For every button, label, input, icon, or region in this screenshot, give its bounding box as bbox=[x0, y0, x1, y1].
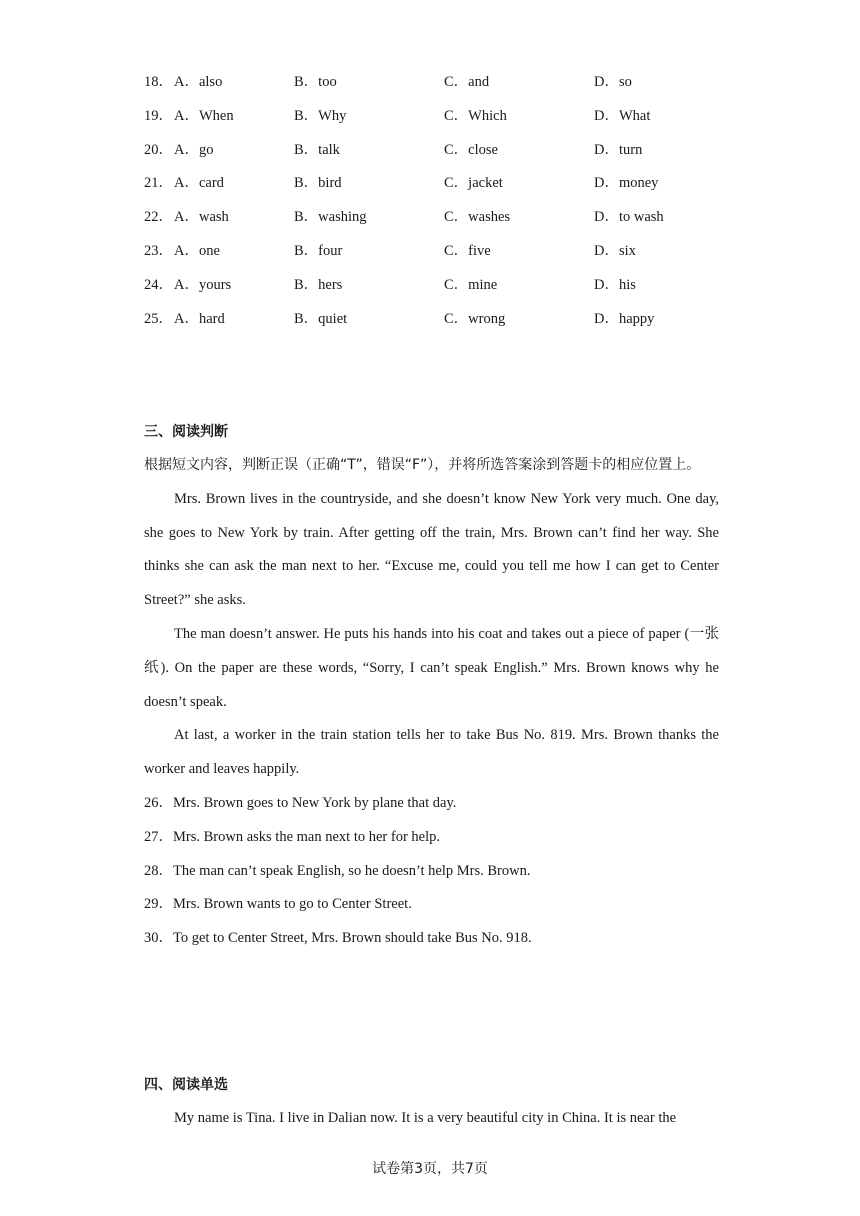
question-number: 18． bbox=[144, 74, 173, 90]
section-reading-choice bbox=[144, 1068, 719, 1136]
option-b: B．talk bbox=[294, 141, 340, 158]
option-c: C．wrong bbox=[444, 310, 506, 327]
option-d: D．to wash bbox=[594, 209, 664, 226]
option-a: A．also bbox=[174, 74, 223, 90]
option-c: C．jacket bbox=[444, 175, 503, 192]
option-b: B．Why bbox=[294, 107, 347, 124]
passage-paragraph: My name is Tina. I live in Dalian now. It is a very beautiful city in China. It is near the bbox=[174, 1110, 677, 1126]
option-a: A．hard bbox=[174, 310, 225, 327]
option-c: C．five bbox=[444, 242, 491, 259]
option-d: D．happy bbox=[594, 310, 655, 327]
section-title: 四、阅读单选 bbox=[144, 1077, 228, 1093]
option-b: B．too bbox=[294, 74, 337, 90]
option-b: B．hers bbox=[294, 276, 343, 293]
option-b: B．four bbox=[294, 242, 343, 259]
option-a: A．go bbox=[174, 141, 214, 158]
statement-item: 29．Mrs. Brown wants to go to Center Street. bbox=[144, 896, 412, 913]
question-number: 21． bbox=[144, 175, 173, 192]
option-d: D．his bbox=[594, 276, 636, 293]
statement-item: 26．Mrs. Brown goes to New York by plane that day. bbox=[144, 794, 457, 811]
option-d: D．money bbox=[594, 175, 659, 192]
option-c: C．and bbox=[444, 74, 490, 90]
statement-item: 27．Mrs. Brown asks the man next to her for help. bbox=[144, 828, 440, 845]
section-title: 三、阅读判断 bbox=[144, 424, 228, 440]
option-c: C．Which bbox=[444, 107, 507, 124]
question-number: 24． bbox=[144, 276, 173, 293]
question-number: 23． bbox=[144, 242, 173, 259]
option-c: C．mine bbox=[444, 276, 498, 293]
option-c: C．washes bbox=[444, 209, 511, 226]
option-b: B．washing bbox=[294, 209, 367, 226]
option-a: A．one bbox=[174, 242, 220, 259]
passage-paragraph: Mrs. Brown lives in the countryside, and she doesn’t know New York very much. One day, she goes to New York by train. After getting off the train, Mrs. Brown can’t find her way. She thinks she can ask the man next to her. “Excuse me, could you tell me how I can get to Center Street?” she asks. bbox=[144, 490, 719, 609]
option-d: D．so bbox=[594, 74, 632, 90]
option-d: D．turn bbox=[594, 141, 643, 158]
question-number: 25． bbox=[144, 310, 173, 327]
question-row bbox=[144, 235, 724, 269]
multiple-choice-list bbox=[144, 66, 724, 336]
passage-paragraph: At last, a worker in the train station tells her to take Bus No. 819. Mrs. Brown thanks the worker and leaves happily. bbox=[144, 727, 719, 778]
question-row bbox=[144, 134, 724, 168]
option-b: B．quiet bbox=[294, 310, 348, 327]
option-a: A．wash bbox=[174, 209, 229, 226]
option-a: A．When bbox=[174, 107, 234, 124]
statement-item: 30．To get to Center Street, Mrs. Brown should take Bus No. 918. bbox=[144, 930, 532, 947]
passage-paragraph: The man doesn’t answer. He puts his hands into his coat and takes out a piece of paper (一张纸). On the paper are these words, “Sorry, I can’t speak English.” Mrs. Brown knows why he doesn’t speak. bbox=[144, 625, 719, 710]
option-d: D．What bbox=[594, 107, 651, 124]
page-footer: 试卷第3页，共7页 bbox=[372, 1161, 488, 1177]
question-row bbox=[144, 201, 724, 235]
option-c: C．close bbox=[444, 141, 498, 158]
question-row bbox=[144, 66, 724, 100]
question-number: 22． bbox=[144, 209, 173, 226]
statement-item: 28．The man can’t speak English, so he doesn’t help Mrs. Brown. bbox=[144, 862, 531, 879]
question-row bbox=[144, 303, 724, 337]
section-reading-judgment bbox=[144, 415, 719, 956]
question-row bbox=[144, 167, 724, 201]
question-number: 20． bbox=[144, 141, 173, 158]
option-d: D．six bbox=[594, 242, 636, 259]
option-a: A．yours bbox=[174, 276, 232, 293]
section-instruction: 根据短文内容，判断正误（正确“T”，错误“F”），并将所选答案涂到答题卡的相应位置上。 bbox=[144, 457, 701, 473]
option-a: A．card bbox=[174, 175, 224, 192]
option-b: B．bird bbox=[294, 175, 342, 192]
question-number: 19． bbox=[144, 107, 173, 124]
question-row bbox=[144, 100, 724, 134]
question-row bbox=[144, 269, 724, 303]
